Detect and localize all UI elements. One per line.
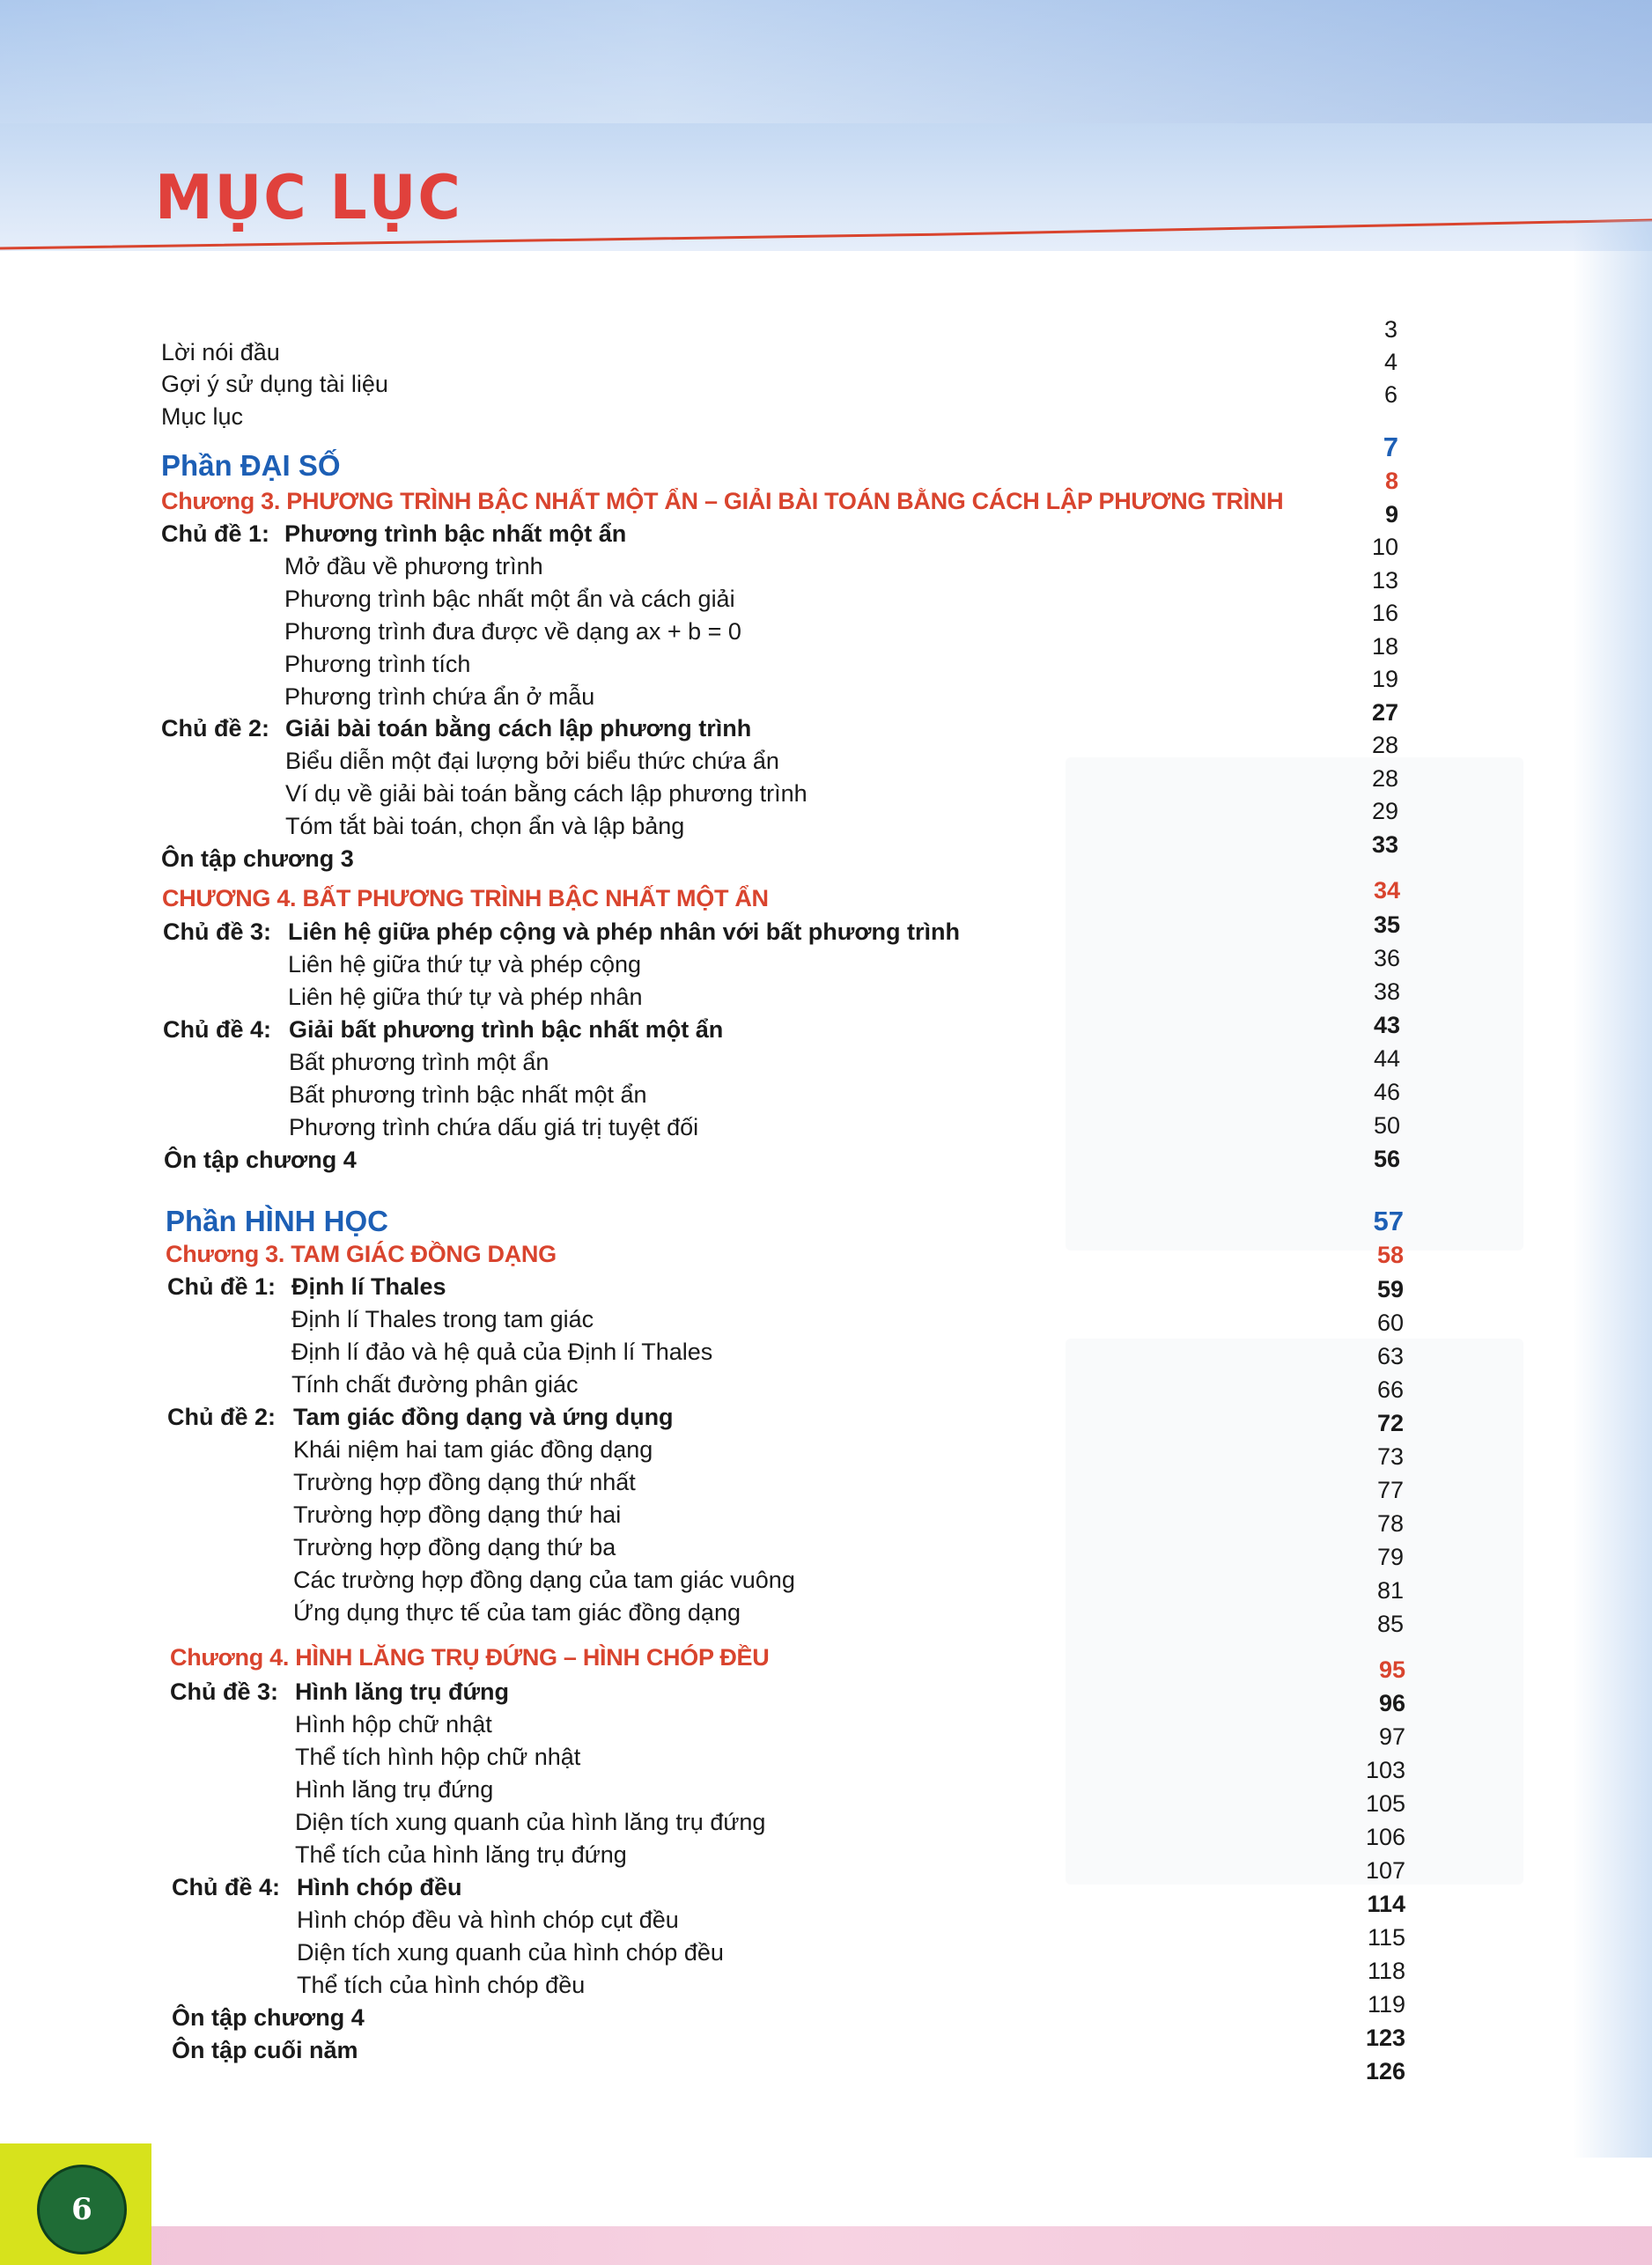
page-number-text: 6 [71, 2192, 92, 2227]
entry-label: Định lí đảo và hệ quả của Định lí Thales [291, 1339, 713, 1365]
chapter-heading[interactable] [0, 483, 1652, 519]
chapter-label: Chương 3. TAM GIÁC ĐỒNG DẠNG [166, 1241, 557, 1267]
toc-entry[interactable] [0, 808, 1652, 844]
page-number: 103 [1365, 1757, 1405, 1783]
page-number: 3 [1383, 316, 1398, 343]
toc-entry[interactable] [0, 1432, 1652, 1467]
page-number: 29 [1371, 798, 1398, 824]
chapter-label: Chương 3. PHƯƠNG TRÌNH BẬC NHẤT MỘT ẨN – GIẢI BÀI TOÁN BẰNG CÁCH LẬP PHƯƠNG TRÌNH [161, 488, 1284, 514]
topic-prefix: Chủ đề 1: [167, 1273, 277, 1300]
topic-heading[interactable] [0, 1269, 1652, 1304]
topic-heading[interactable] [0, 711, 1652, 746]
part-heading-geometry[interactable] [0, 1204, 1652, 1239]
entry-label: Lời nói đầu [161, 339, 280, 365]
toc-entry-front[interactable] [0, 399, 1652, 434]
toc-entry[interactable] [0, 743, 1652, 778]
toc-entry[interactable] [0, 1465, 1652, 1500]
entry-label: Tóm tắt bài toán, chọn ẩn và lập bảng [285, 813, 685, 839]
page-number: 73 [1376, 1443, 1404, 1470]
chapter-label: Chương 4. HÌNH LĂNG TRỤ ĐỨNG – HÌNH CHÓP ĐỀU [170, 1644, 770, 1671]
title-underline [0, 218, 1652, 254]
page-number: 97 [1378, 1723, 1405, 1750]
page-number: 43 [1373, 1012, 1400, 1038]
toc-entry[interactable] [0, 1334, 1652, 1369]
entry-label: Gợi ý sử dụng tài liệu [161, 371, 388, 397]
topic-heading[interactable] [0, 1399, 1652, 1435]
entry-label: Hình hộp chữ nhật [295, 1711, 492, 1737]
page-number: 10 [1371, 534, 1398, 560]
entry-label: Khái niệm hai tam giác đồng dạng [293, 1436, 653, 1463]
page-number: 34 [1373, 877, 1400, 904]
topic-label: Giải bài toán bằng cách lập phương trình [285, 715, 752, 741]
toc-entry[interactable] [0, 549, 1652, 584]
topic-label: Định lí Thales [291, 1273, 446, 1300]
entry-label: Trường hợp đồng dạng thứ ba [293, 1534, 616, 1560]
page-number: 126 [1365, 2058, 1405, 2084]
topic-prefix: Chủ đề 3: [163, 919, 272, 945]
entry-label: Bất phương trình bậc nhất một ẩn [289, 1081, 647, 1108]
toc-entry[interactable] [0, 1530, 1652, 1565]
page-number: 72 [1376, 1410, 1404, 1436]
toc-entry[interactable] [0, 979, 1652, 1014]
page-title: MỤC LỤC [155, 162, 462, 233]
entry-label: Phương trình chứa ẩn ở mẫu [284, 683, 595, 710]
entry-label: Biểu diễn một đại lượng bởi biểu thức chứa ẩn [285, 748, 779, 774]
entry-label: Mục lục [161, 403, 244, 430]
page-number: 44 [1373, 1045, 1400, 1072]
page-number: 96 [1378, 1690, 1405, 1716]
page-number: 8 [1384, 468, 1398, 494]
page-number: 27 [1371, 699, 1398, 726]
page-number-badge [37, 2165, 127, 2254]
entry-label: Liên hệ giữa thứ tự và phép nhân [288, 984, 643, 1010]
page-number: 118 [1367, 1958, 1405, 1984]
topic-label: Giải bất phương trình bậc nhất một ẩn [289, 1016, 724, 1043]
entry-label: Hình lăng trụ đứng [295, 1776, 494, 1803]
entry-label: Phương trình đưa được về dạng ax + b = 0 [284, 618, 741, 645]
topic-label: Tam giác đồng dạng và ứng dụng [293, 1404, 674, 1430]
page-number: 60 [1376, 1310, 1404, 1336]
topic-heading[interactable] [0, 1012, 1652, 1047]
page-number: 6 [1383, 381, 1398, 408]
page-number: 9 [1384, 501, 1398, 528]
page-number: 105 [1365, 1790, 1405, 1817]
entry-label: Ứng dụng thực tế của tam giác đồng dạng [293, 1599, 741, 1626]
page-number: 78 [1376, 1510, 1404, 1537]
page-number: 50 [1373, 1112, 1400, 1139]
part-label: Phần HÌNH HỌC [166, 1205, 389, 1237]
page-number: 107 [1365, 1857, 1405, 1884]
toc-entry[interactable] [0, 776, 1652, 811]
page-number: 77 [1376, 1477, 1404, 1503]
page-number: 7 [1383, 432, 1398, 462]
toc-entry[interactable] [0, 1110, 1652, 1145]
toc-entry[interactable] [0, 1044, 1652, 1080]
page-number: 28 [1371, 765, 1398, 792]
topic-label: Hình lăng trụ đứng [295, 1678, 510, 1705]
topic-label: Liên hệ giữa phép cộng và phép nhân với bất phương trình [288, 919, 961, 945]
toc-entry[interactable] [0, 614, 1652, 649]
chapter-label: CHƯƠNG 4. BẤT PHƯƠNG TRÌNH BẬC NHẤT MỘT ẨN [162, 885, 769, 911]
page-number: 28 [1371, 732, 1398, 758]
toc-entry[interactable] [0, 1497, 1652, 1532]
toc-entry[interactable] [0, 947, 1652, 982]
entry-label: Diện tích xung quanh của hình chóp đều [297, 1939, 724, 1966]
toc-entry-front[interactable] [0, 366, 1652, 402]
entry-label: Mở đầu về phương trình [284, 553, 543, 579]
page-number: 85 [1376, 1611, 1404, 1637]
entry-label: Ôn tập cuối năm [172, 2037, 358, 2063]
entry-label: Các trường hợp đồng dạng của tam giác vuông [293, 1567, 795, 1593]
page-number: 18 [1371, 633, 1398, 660]
part-label: Phần ĐẠI SỐ [161, 449, 341, 482]
topic-heading[interactable] [0, 914, 1652, 949]
entry-label: Diện tích xung quanh của hình lăng trụ đứng [295, 1809, 766, 1835]
toc-entry[interactable] [0, 1562, 1652, 1597]
page-number: 35 [1373, 911, 1400, 938]
page-number: 38 [1373, 978, 1400, 1005]
page-number: 16 [1371, 600, 1398, 626]
entry-label: Phương trình chứa dấu giá trị tuyệt đối [289, 1114, 699, 1140]
part-heading-algebra[interactable] [0, 448, 1652, 483]
entry-label: Phương trình tích [284, 651, 471, 677]
entry-label: Thể tích của hình lăng trụ đứng [295, 1841, 627, 1868]
toc-entry[interactable] [0, 646, 1652, 682]
chapter-heading[interactable] [0, 881, 1652, 916]
toc-entry-front[interactable] [0, 335, 1652, 370]
entry-label: Thể tích hình hộp chữ nhật [295, 1744, 581, 1770]
page-number: 19 [1371, 666, 1398, 692]
toc-entry[interactable] [0, 1595, 1652, 1630]
toc-entry[interactable] [0, 679, 1652, 714]
chapter-review[interactable] [0, 841, 1652, 876]
page-number: 56 [1373, 1146, 1400, 1172]
page-number: 66 [1376, 1376, 1404, 1403]
entry-label: Liên hệ giữa thứ tự và phép cộng [288, 951, 641, 978]
entry-label: Ví dụ về giải bài toán bằng cách lập phương trình [285, 780, 808, 807]
page-number: 57 [1373, 1206, 1404, 1236]
chapter-heading[interactable] [0, 1236, 1652, 1272]
entry-label: Tính chất đường phân giác [291, 1371, 579, 1398]
entry-label: Phương trình bậc nhất một ẩn và cách giải [284, 586, 735, 612]
toc-entry[interactable] [0, 581, 1652, 616]
page-number: 13 [1371, 567, 1398, 594]
entry-label: Bất phương trình một ẩn [289, 1049, 549, 1075]
entry-label: Định lí Thales trong tam giác [291, 1306, 594, 1332]
topic-prefix: Chủ đề 3: [170, 1678, 279, 1705]
page-number: 115 [1367, 1924, 1405, 1951]
page-number: 123 [1365, 2025, 1405, 2051]
entry-label: Trường hợp đồng dạng thứ nhất [293, 1469, 636, 1495]
topic-prefix: Chủ đề 4: [163, 1016, 272, 1043]
toc-entry[interactable] [0, 1367, 1652, 1402]
topic-prefix: Chủ đề 1: [161, 520, 270, 547]
chapter-review[interactable] [0, 1142, 1652, 1177]
toc-entry[interactable] [0, 1302, 1652, 1337]
topic-prefix: Chủ đề 2: [161, 715, 270, 741]
page-number: 36 [1373, 945, 1400, 971]
entry-label: Ôn tập chương 4 [172, 2004, 365, 2031]
topic-prefix: Chủ đề 2: [167, 1404, 277, 1430]
entry-label: Trường hợp đồng dạng thứ hai [293, 1501, 622, 1528]
entry-label: Hình chóp đều và hình chóp cụt đều [297, 1907, 679, 1933]
page-number: 63 [1376, 1343, 1404, 1369]
page-number: 114 [1367, 1891, 1405, 1917]
topic-prefix: Chủ đề 4: [172, 1874, 281, 1900]
page-number: 46 [1373, 1079, 1400, 1105]
page-number: 95 [1378, 1656, 1405, 1683]
topic-label: Hình chóp đều [297, 1874, 462, 1900]
toc-entry[interactable] [0, 1077, 1652, 1112]
page-number: 4 [1383, 349, 1398, 375]
page-number: 119 [1367, 1991, 1405, 2018]
entry-label: Ôn tập chương 3 [161, 845, 354, 872]
entry-label: Ôn tập chương 4 [164, 1147, 357, 1173]
footer-band [0, 2226, 1652, 2265]
page-number: 79 [1376, 1544, 1404, 1570]
page-number: 59 [1376, 1276, 1404, 1302]
topic-label: Phương trình bậc nhất một ẩn [284, 520, 627, 547]
page-number: 106 [1365, 1824, 1405, 1850]
entry-label: Thể tích của hình chóp đều [297, 1972, 586, 1998]
topic-heading[interactable] [0, 516, 1652, 551]
page-number: 58 [1376, 1242, 1404, 1268]
page-number: 81 [1376, 1577, 1404, 1604]
page-number: 33 [1371, 831, 1398, 858]
